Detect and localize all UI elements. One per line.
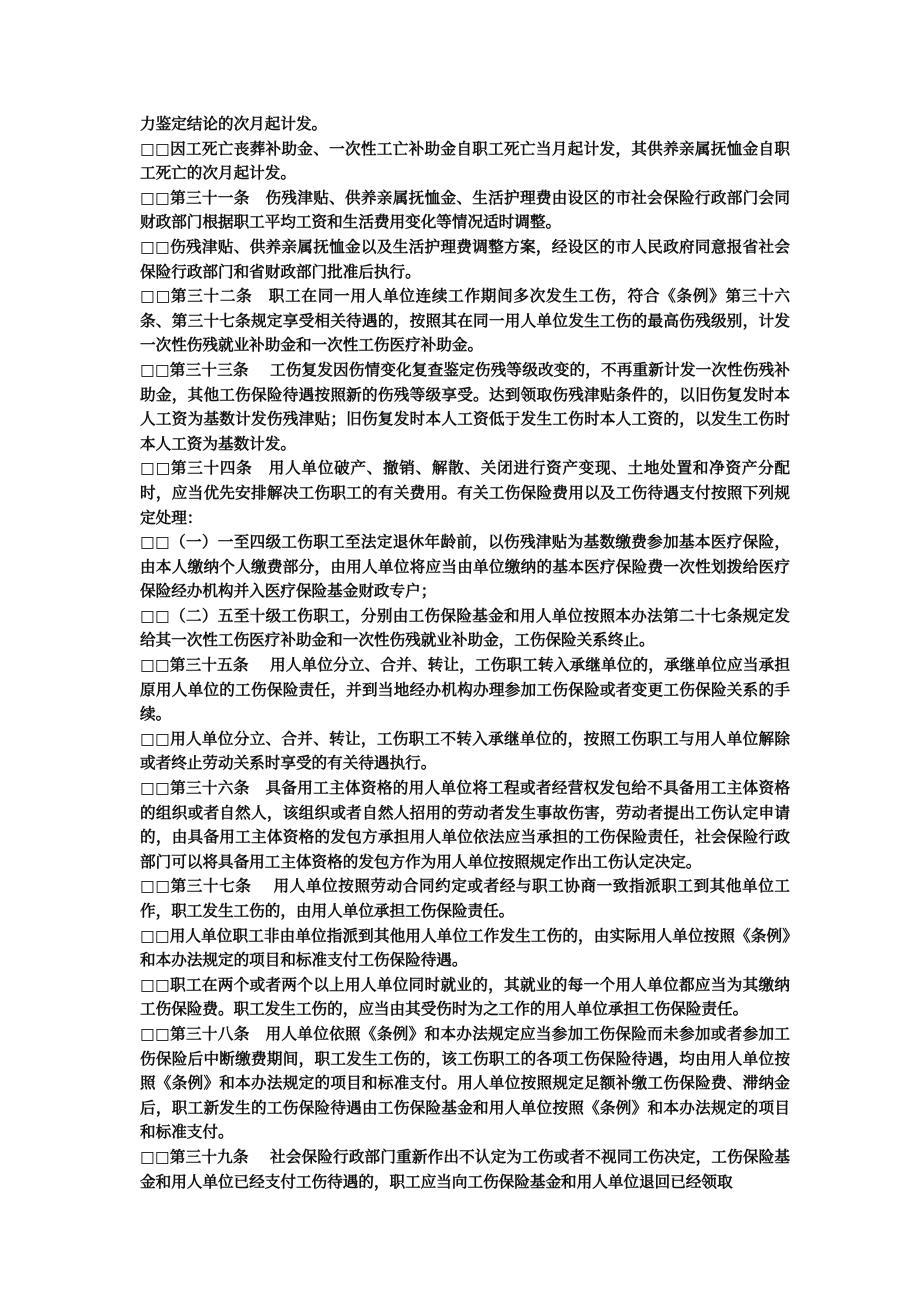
paragraph: □□因工死亡丧葬补助金、一次性工亡补助金自职工死亡当月起计发，其供养亲属抚恤金自职工死亡的次月起计发。 bbox=[140, 139, 790, 183]
paragraph: □□第三十五条 用人单位分立、合并、转让，工伤职工转入承继单位的，承继单位应当承担原用人单位的工伤保险责任，并到当地经办机构办理参加工伤保险或者变更工伤保险关系的手续。 bbox=[140, 656, 790, 724]
paragraph: □□第三十二条 职工在同一用人单位连续工作期间多次发生工伤，符合《条例》第三十六条、第三十七条规定享受相关待遇的，按照其在同一用人单位发生工伤的最高伤残级别，计发一次性伤残就业补助金和一次性工伤医疗补助金。 bbox=[140, 287, 790, 355]
document-body bbox=[140, 112, 790, 1194]
paragraph: □□第三十七条 用人单位按照劳动合同约定或者经与职工协商一致指派职工到其他单位工作，职工发生工伤的，由用人单位承担工伤保险责任。 bbox=[140, 877, 790, 920]
paragraph: □□用人单位分立、合并、转让，工伤职工不转入承继单位的，按照工伤职工与用人单位解除或者终止劳动关系时享受的有关待遇执行。 bbox=[140, 729, 790, 773]
paragraph: 力鉴定结论的次月起计发。 bbox=[140, 115, 328, 133]
paragraph: □□第三十九条 社会保险行政部门重新作出不认定为工伤或者不视同工伤决定，工伤保险基金和用人单位已经支付工伤待遇的，职工应当向工伤保险基金和用人单位退回已经领取 bbox=[140, 1147, 790, 1191]
paragraph: □□第三十六条 具备用工主体资格的用人单位将工程或者经营权发包给不具备用工主体资格的组织或者自然人，该组织或者自然人招用的劳动者发生事故伤害，劳动者提出工伤认定申请的，由具备用工主体资格的发包方承担用人单位依法应当承担的工伤保险责任，社会保险行政部门可以将具备用工主体资格的发包方作为用人单位按照规定作出工伤认定决定。 bbox=[140, 779, 790, 871]
paragraph: □□职工在两个或者两个以上用人单位同时就业的，其就业的每一个用人单位都应当为其缴纳工伤保险费。职工发生工伤的，应当由其受伤时为之工作的用人单位承担工伤保险责任。 bbox=[140, 975, 790, 1019]
paragraph: □□第三十三条 工伤复发因伤情变化复查鉴定伤残等级改变的，不再重新计发一次性伤残补助金，其他工伤保险待遇按照新的伤残等级享受。达到领取伤残津贴条件的，以旧伤复发时本人工资为基数计发伤残津贴；旧伤复发时本人工资低于发生工伤时本人工资的，以发生工伤时本人工资为基数计发。 bbox=[140, 360, 790, 453]
paragraph: □□（一）一至四级工伤职工至法定退休年龄前，以伤残津贴为基数缴费参加基本医疗保险，由本人缴纳个人缴费部分，由用人单位将应当由单位缴纳的基本医疗保险费一次性划拨给医疗保险经办机构并入医疗保险基金财政专户； bbox=[140, 533, 790, 601]
paragraph: □□用人单位职工非由单位指派到其他用人单位工作发生工伤的，由实际用人单位按照《条例》和本办法规定的项目和标准支付工伤保险待遇。 bbox=[140, 926, 790, 970]
paragraph: □□（二）五至十级工伤职工，分别由工伤保险基金和用人单位按照本办法第二十七条规定发给其一次性工伤医疗补助金和一次性伤残就业补助金，工伤保险关系终止。 bbox=[140, 606, 790, 650]
paragraph: □□第三十八条 用人单位依照《条例》和本办法规定应当参加工伤保险而未参加或者参加工伤保险后中断缴费期间，职工发生工伤的，该工伤职工的各项工伤保险待遇，均由用人单位按照《条例》和本办法规定的项目和标准支付。用人单位按照规定足额补缴工伤保险费、滞纳金后，职工新发生的工伤保险待遇由工伤保险基金和用人单位按照《条例》和本办法规定的项目和标准支付。 bbox=[140, 1024, 790, 1142]
paragraph: □□伤残津贴、供养亲属抚恤金以及生活护理费调整方案，经设区的市人民政府同意报省社会保险行政部门和省财政部门批准后执行。 bbox=[140, 237, 790, 281]
paragraph: □□第三十一条 伤残津贴、供养亲属抚恤金、生活护理费由设区的市社会保险行政部门会同财政部门根据职工平均工资和生活费用变化等情况适时调整。 bbox=[140, 188, 790, 232]
paragraph: □□第三十四条 用人单位破产、撤销、解散、关闭进行资产变现、土地处置和净资产分配时，应当优先安排解决工伤职工的有关费用。有关工伤保险费用以及工伤待遇支付按照下列规定处理： bbox=[140, 459, 790, 527]
